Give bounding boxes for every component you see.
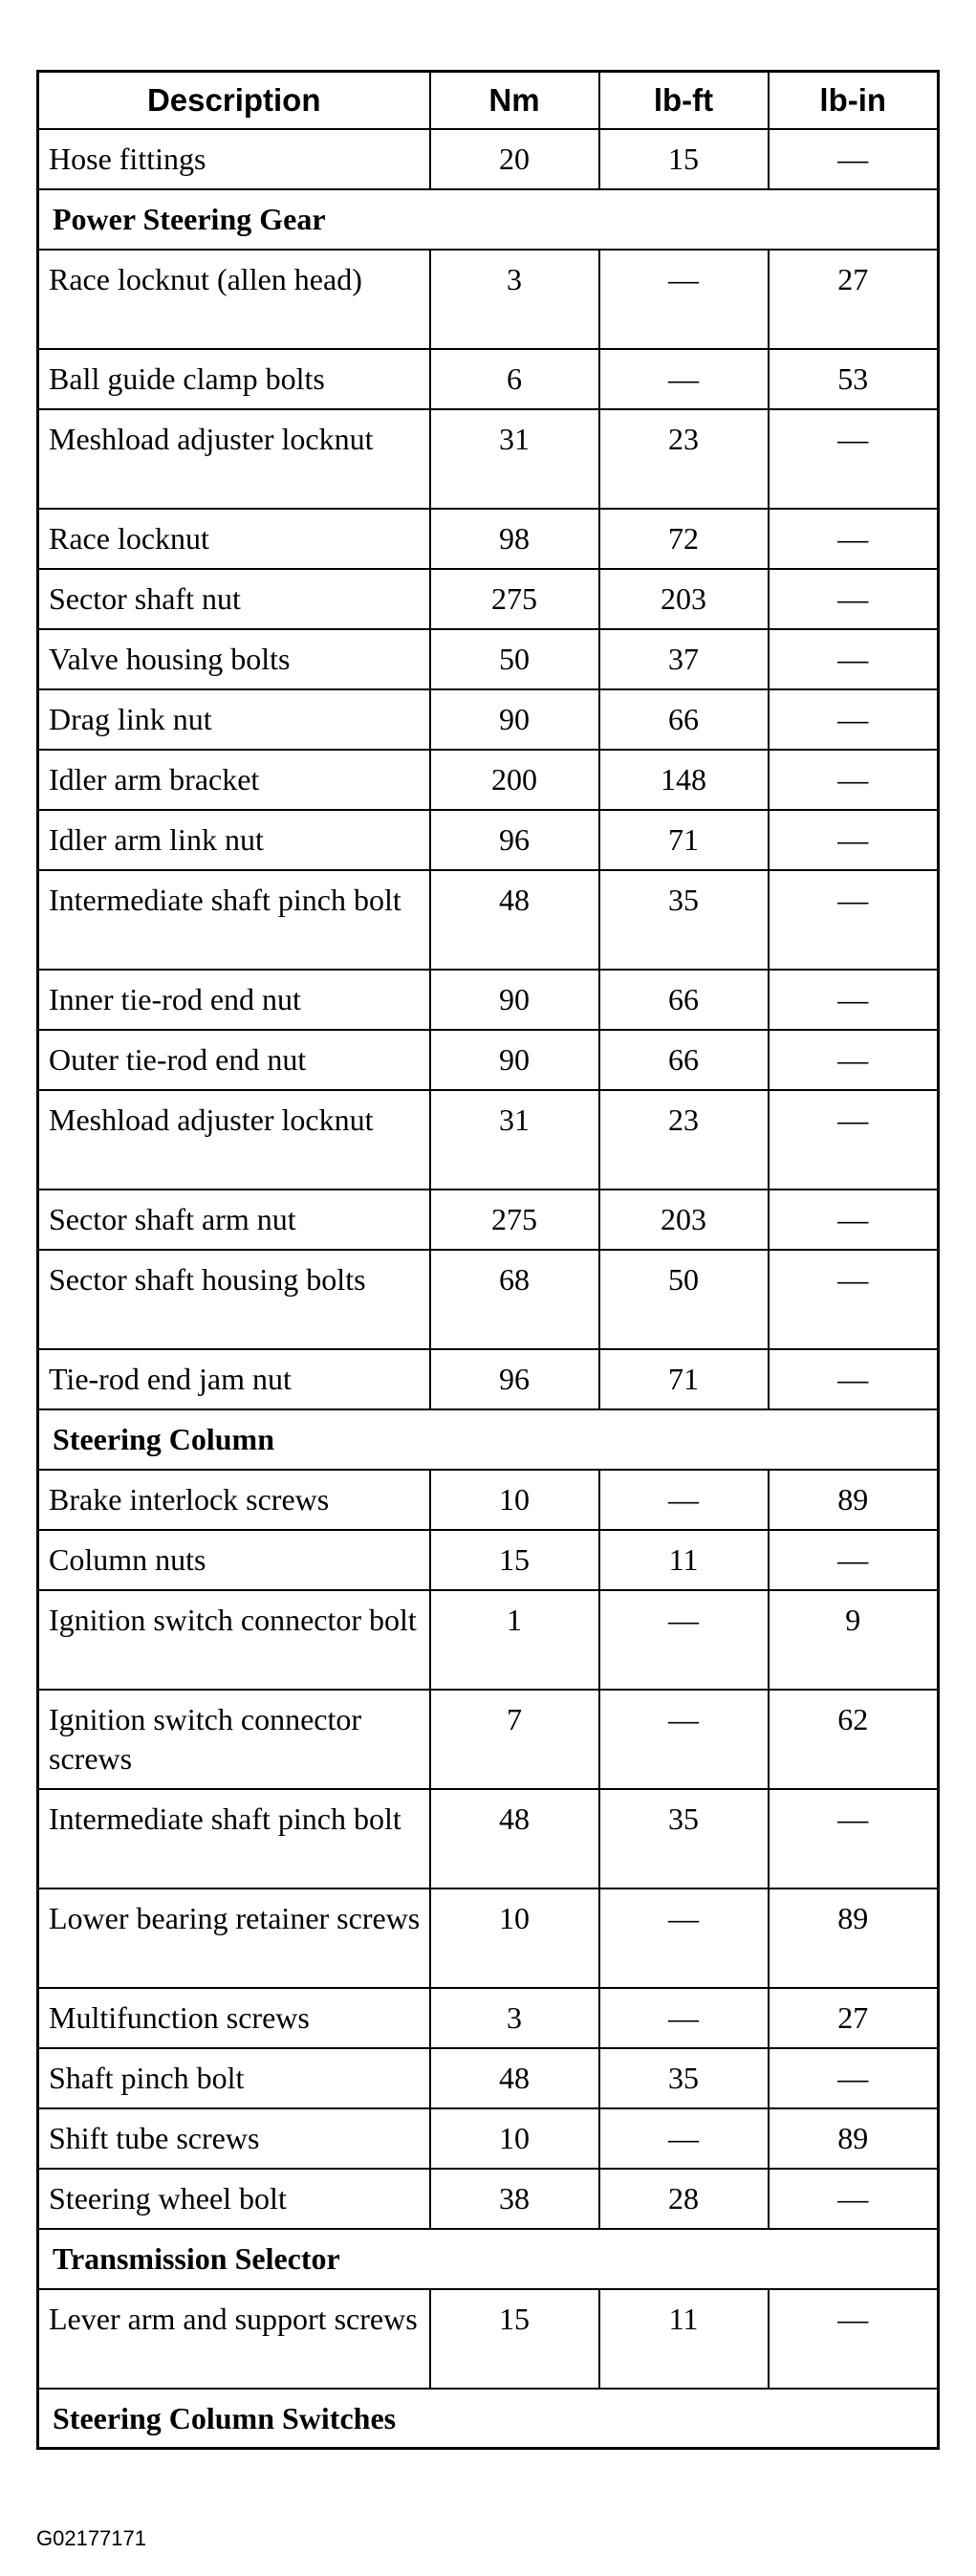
cell-description: Shaft pinch bolt [38, 2048, 430, 2108]
cell-lb-in: — [769, 2048, 939, 2108]
cell-description: Column nuts [38, 1530, 430, 1590]
figure-id: G02177171 [36, 2526, 146, 2550]
cell-description: Idler arm bracket [38, 750, 430, 810]
cell-lb-ft: — [599, 250, 769, 349]
torque-spec-sheet [36, 70, 937, 2450]
table-row [38, 750, 939, 810]
cell-lb-ft: — [599, 1988, 769, 2048]
cell-description: Drag link nut [38, 689, 430, 750]
cell-lb-in: — [769, 1030, 939, 1090]
cell-nm: 31 [430, 409, 599, 509]
cell-description: Meshload adjuster locknut [38, 409, 430, 509]
cell-lb-ft: 11 [599, 1530, 769, 1590]
table-row [38, 1030, 939, 1090]
cell-lb-in: — [769, 1250, 939, 1349]
cell-nm: 48 [430, 870, 599, 970]
cell-description: Ball guide clamp bolts [38, 349, 430, 409]
cell-lb-ft: 23 [599, 1090, 769, 1190]
table-header-row [38, 72, 939, 129]
table-row [38, 870, 939, 970]
cell-description: Idler arm link nut [38, 810, 430, 870]
header-nm: Nm [430, 72, 599, 129]
cell-nm: 68 [430, 1250, 599, 1349]
cell-lb-ft: — [599, 2108, 769, 2169]
cell-description: Hose fittings [38, 129, 430, 189]
cell-lb-in: — [769, 129, 939, 189]
cell-description: Sector shaft arm nut [38, 1190, 430, 1250]
header-description: Description [38, 72, 430, 129]
cell-lb-in: 89 [769, 1470, 939, 1530]
cell-description: Brake interlock screws [38, 1470, 430, 1530]
cell-description: Race locknut [38, 509, 430, 569]
torque-spec-table [36, 70, 940, 2450]
table-row [38, 2108, 939, 2169]
cell-lb-ft: 37 [599, 629, 769, 689]
cell-lb-in: — [769, 1090, 939, 1190]
cell-description: Intermediate shaft pinch bolt [38, 870, 430, 970]
cell-lb-in: — [769, 2169, 939, 2229]
cell-lb-ft: 15 [599, 129, 769, 189]
section-heading: Power Steering Gear [38, 189, 939, 250]
table-row [38, 509, 939, 569]
table-row [38, 1190, 939, 1250]
cell-lb-ft: 35 [599, 1789, 769, 1888]
cell-lb-ft: — [599, 1590, 769, 1690]
cell-lb-in: — [769, 2289, 939, 2389]
cell-nm: 96 [430, 810, 599, 870]
cell-nm: 90 [430, 689, 599, 750]
cell-description: Race locknut (allen head) [38, 250, 430, 349]
cell-description: Valve housing bolts [38, 629, 430, 689]
cell-nm: 31 [430, 1090, 599, 1190]
cell-nm: 38 [430, 2169, 599, 2229]
cell-lb-in: — [769, 509, 939, 569]
cell-lb-ft: 72 [599, 509, 769, 569]
cell-description: Ignition switch connector bolt [38, 1590, 430, 1690]
cell-description: Sector shaft housing bolts [38, 1250, 430, 1349]
table-row [38, 409, 939, 509]
cell-lb-in: — [769, 689, 939, 750]
table-row [38, 689, 939, 750]
table-row [38, 1530, 939, 1590]
cell-description: Shift tube screws [38, 2108, 430, 2169]
table-row [38, 629, 939, 689]
cell-lb-in: 27 [769, 1988, 939, 2048]
cell-lb-in: — [769, 629, 939, 689]
header-lb-in: lb-in [769, 72, 939, 129]
cell-nm: 275 [430, 569, 599, 629]
section-heading: Steering Column [38, 1409, 939, 1470]
cell-nm: 10 [430, 1470, 599, 1530]
cell-lb-ft: 23 [599, 409, 769, 509]
table-row [38, 810, 939, 870]
section-row [38, 189, 939, 250]
cell-lb-ft: 66 [599, 1030, 769, 1090]
cell-lb-in: — [769, 1530, 939, 1590]
cell-lb-in: — [769, 569, 939, 629]
cell-nm: 3 [430, 1988, 599, 2048]
cell-lb-in: — [769, 1190, 939, 1250]
cell-nm: 48 [430, 1789, 599, 1888]
table-row [38, 250, 939, 349]
cell-nm: 96 [430, 1349, 599, 1409]
cell-description: Intermediate shaft pinch bolt [38, 1789, 430, 1888]
table-row [38, 2289, 939, 2389]
section-row [38, 2229, 939, 2289]
section-row [38, 2389, 939, 2449]
table-row [38, 1090, 939, 1190]
cell-lb-in: 89 [769, 1888, 939, 1988]
table-row [38, 2048, 939, 2108]
cell-nm: 98 [430, 509, 599, 569]
cell-lb-in: — [769, 1349, 939, 1409]
cell-nm: 90 [430, 970, 599, 1030]
cell-lb-ft: 203 [599, 569, 769, 629]
cell-nm: 20 [430, 129, 599, 189]
cell-nm: 15 [430, 2289, 599, 2389]
cell-lb-ft: 50 [599, 1250, 769, 1349]
cell-lb-ft: — [599, 1470, 769, 1530]
table-body [38, 129, 939, 2449]
table-row [38, 129, 939, 189]
cell-description: Outer tie-rod end nut [38, 1030, 430, 1090]
cell-lb-ft: 11 [599, 2289, 769, 2389]
cell-description: Ignition switch connector screws [38, 1690, 430, 1789]
cell-description: Multifunction screws [38, 1988, 430, 2048]
cell-nm: 48 [430, 2048, 599, 2108]
cell-description: Lever arm and support screws [38, 2289, 430, 2389]
cell-lb-ft: — [599, 1690, 769, 1789]
cell-lb-in: — [769, 409, 939, 509]
cell-description: Steering wheel bolt [38, 2169, 430, 2229]
cell-lb-ft: — [599, 349, 769, 409]
cell-description: Inner tie-rod end nut [38, 970, 430, 1030]
cell-nm: 3 [430, 250, 599, 349]
cell-lb-in: — [769, 870, 939, 970]
cell-lb-in: — [769, 1789, 939, 1888]
table-row [38, 1789, 939, 1888]
cell-lb-in: — [769, 750, 939, 810]
header-lb-ft: lb-ft [599, 72, 769, 129]
cell-description: Sector shaft nut [38, 569, 430, 629]
table-row [38, 1988, 939, 2048]
cell-lb-ft: 35 [599, 870, 769, 970]
cell-lb-ft: 28 [599, 2169, 769, 2229]
cell-lb-ft: 148 [599, 750, 769, 810]
table-row [38, 1470, 939, 1530]
cell-description: Meshload adjuster locknut [38, 1090, 430, 1190]
table-row [38, 1590, 939, 1690]
table-row [38, 1690, 939, 1789]
section-row [38, 1409, 939, 1470]
cell-nm: 10 [430, 1888, 599, 1988]
section-heading: Transmission Selector [38, 2229, 939, 2289]
table-row [38, 349, 939, 409]
cell-lb-ft: 71 [599, 810, 769, 870]
cell-lb-in: 62 [769, 1690, 939, 1789]
cell-lb-in: 89 [769, 2108, 939, 2169]
cell-lb-in: 53 [769, 349, 939, 409]
cell-lb-in: 27 [769, 250, 939, 349]
table-row [38, 970, 939, 1030]
cell-description: Lower bearing retainer screws [38, 1888, 430, 1988]
cell-lb-ft: 66 [599, 689, 769, 750]
cell-nm: 10 [430, 2108, 599, 2169]
cell-nm: 275 [430, 1190, 599, 1250]
cell-lb-in: — [769, 970, 939, 1030]
cell-nm: 1 [430, 1590, 599, 1690]
cell-lb-in: 9 [769, 1590, 939, 1690]
cell-nm: 6 [430, 349, 599, 409]
table-row [38, 1250, 939, 1349]
cell-description: Tie-rod end jam nut [38, 1349, 430, 1409]
cell-lb-ft: 203 [599, 1190, 769, 1250]
cell-lb-ft: 35 [599, 2048, 769, 2108]
cell-lb-ft: 71 [599, 1349, 769, 1409]
section-heading: Steering Column Switches [38, 2389, 939, 2449]
cell-nm: 7 [430, 1690, 599, 1789]
cell-nm: 90 [430, 1030, 599, 1090]
cell-lb-in: — [769, 810, 939, 870]
table-row [38, 1349, 939, 1409]
table-row [38, 1888, 939, 1988]
cell-lb-ft: — [599, 1888, 769, 1988]
cell-nm: 15 [430, 1530, 599, 1590]
cell-nm: 200 [430, 750, 599, 810]
table-row [38, 569, 939, 629]
table-row [38, 2169, 939, 2229]
cell-nm: 50 [430, 629, 599, 689]
cell-lb-ft: 66 [599, 970, 769, 1030]
